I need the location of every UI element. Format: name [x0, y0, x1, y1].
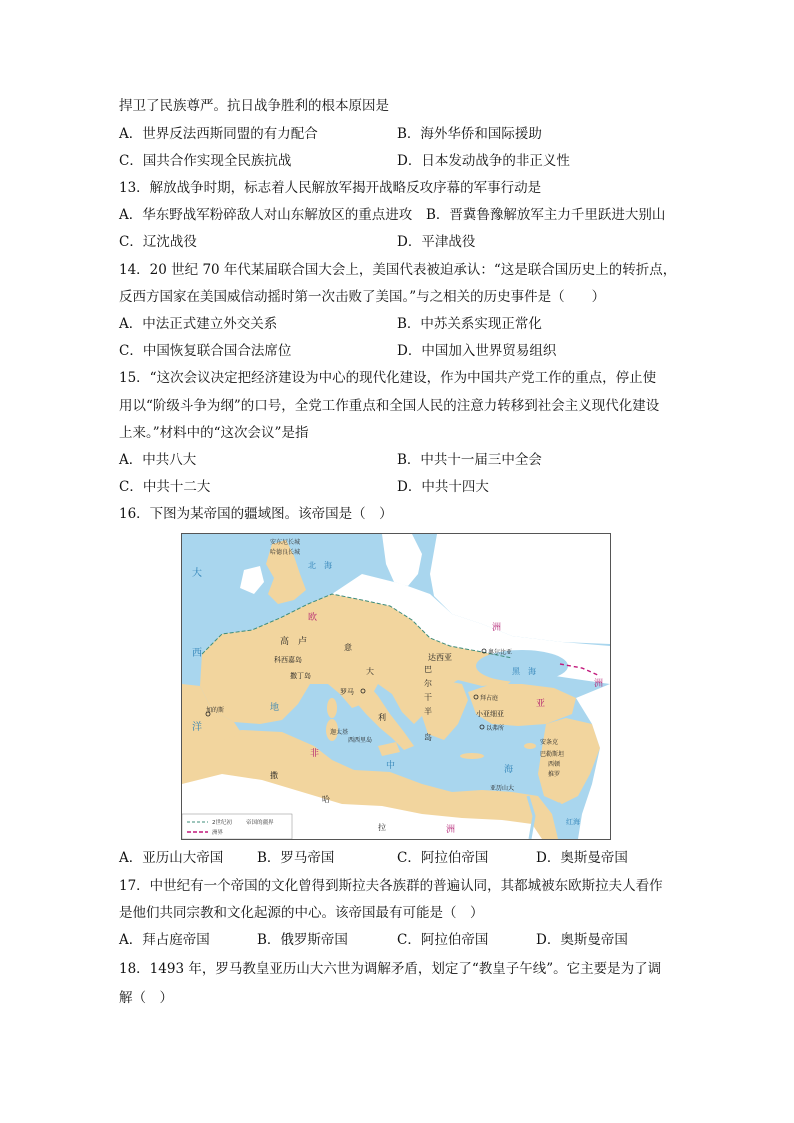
label-sahara-1: 撒	[270, 771, 278, 780]
label-balkan-2: 尔	[424, 679, 432, 688]
label-red-sea: 红海	[566, 818, 580, 826]
label-atlantic-2: 西	[192, 648, 202, 659]
label-sicily: 西西里岛	[348, 737, 373, 744]
label-antioch: 安条克	[540, 739, 559, 746]
q12-option-b: B．海外华侨和国际援助	[397, 126, 542, 142]
legend-border: 帝国的疆界	[246, 820, 274, 826]
label-palmyra: 巴勒斯坦	[540, 751, 565, 758]
q13-option-b: B．晋冀鲁豫解放军主力千里跃进大别山	[426, 207, 666, 223]
q14-option-b: B．中苏关系实现正常化	[397, 316, 542, 332]
label-sardinia: 撒丁岛	[290, 672, 311, 680]
label-mediterranean-3: 海	[504, 765, 514, 775]
q13-option-d: D．平津战役	[397, 234, 476, 250]
q17-option-a: A．拜占庭帝国	[119, 932, 210, 948]
label-europe: 欧	[308, 613, 318, 623]
label-africa-zhou: 洲	[446, 825, 456, 835]
label-mediterranean-1: 地	[270, 703, 280, 713]
q16-option-b: B．罗马帝国	[257, 850, 335, 866]
label-sahara-2: 哈	[322, 795, 330, 804]
label-asia: 亚	[536, 699, 546, 709]
q15-stem-3: 上来。”材料中的“这次会议”是指	[119, 425, 309, 441]
label-balkan-1: 巴	[424, 665, 432, 674]
q13-option-a: A．华东野战军粉碎敌人对山东解放区的重点进攻	[119, 207, 413, 223]
q14-stem-2: 反西方国家在美国威信动摇时第一次击败了美国。”与之相关的历史事件是（ ）	[119, 289, 606, 305]
label-corsica: 科西嘉岛	[274, 656, 302, 664]
label-asia-minor: 小亚细亚	[476, 710, 504, 718]
label-gades: 加的斯	[206, 707, 225, 714]
crete-island	[460, 753, 484, 759]
label-italy-3: 利	[378, 713, 386, 722]
q13-option-c: C．辽沈战役	[119, 234, 197, 250]
corsica-island	[327, 698, 337, 718]
label-balkan-4: 半	[424, 707, 432, 716]
q15-option-d: D．中共十四大	[397, 479, 489, 495]
legend-boundary: 洲界	[212, 830, 224, 836]
label-balkan-3: 干	[424, 693, 432, 702]
label-tyre: 推罗	[548, 771, 561, 778]
label-alexandria: 亚历山大	[490, 785, 515, 792]
label-carthage: 迦太基	[330, 729, 349, 736]
q14-option-a: A．中法正式建立外交关系	[119, 316, 278, 332]
label-atlantic-3: 洋	[192, 722, 202, 733]
q12-option-d: D．日本发动战争的非正义性	[397, 153, 570, 169]
q15-stem-2: 用以“阶级斗争为纲”的口号，全党工作重点和全国人民的注意力转移到社会主义现代化建设	[119, 398, 660, 414]
q17-stem-1: 17．中世纪有一个帝国的文化曾得到斯拉夫各族群的普遍认同，其都城被东欧斯拉夫人看作	[119, 878, 663, 894]
q18-stem-1: 18．1493 年，罗马教皇亚历山大六世为调解矛盾，划定了“教皇子午线”。它主要是为了调	[119, 961, 662, 977]
label-mediterranean-2: 中	[386, 761, 396, 771]
label-black-sea: 黑 海	[512, 667, 536, 676]
q16-option-d: D．奥斯曼帝国	[536, 850, 628, 866]
roman-empire-map	[181, 533, 611, 840]
label-antonine-wall: 安东尼长城	[270, 539, 301, 546]
cyprus-island	[524, 743, 536, 749]
q15-option-b: B．中共十一届三中全会	[397, 452, 542, 468]
label-africa: 非	[310, 749, 320, 759]
q12-option-c: C．国共合作实现全民族抗战	[119, 153, 292, 169]
legend-century: 2世纪初	[212, 820, 232, 826]
label-north-sea: 北 海	[308, 561, 332, 570]
q17-option-d: D．奥斯曼帝国	[536, 932, 628, 948]
label-rome: 罗马	[340, 688, 354, 696]
label-sahara-3: 拉	[378, 823, 386, 832]
label-italy-1: 意	[344, 643, 352, 652]
label-ephesus: 以弗所	[486, 725, 505, 732]
label-hadrian-wall: 哈德良长城	[270, 549, 301, 556]
q18-stem-2: 解（ ）	[119, 990, 173, 1006]
q12-option-a: A．世界反法西斯同盟的有力配合	[119, 126, 318, 142]
label-asia-zhou: 洲	[594, 679, 604, 689]
q17-option-c: C．阿拉伯帝国	[397, 932, 489, 948]
label-byzantium: 拜占庭	[480, 695, 499, 702]
q17-option-b: B．俄罗斯帝国	[257, 932, 348, 948]
label-olbia: 奥尔比亚	[488, 649, 513, 656]
q16-option-a: A．亚历山大帝国	[119, 850, 224, 866]
q16-stem: 16．下图为某帝国的疆域图。该帝国是（ ）	[119, 506, 393, 522]
label-gaul: 高 卢	[280, 637, 308, 647]
map-legend	[182, 814, 292, 839]
q12-stem-end: 捍卫了民族尊严。抗日战争胜利的根本原因是	[119, 98, 389, 114]
q16-option-c: C．阿拉伯帝国	[397, 850, 489, 866]
q14-option-d: D．中国加入世界贸易组织	[397, 343, 557, 359]
q15-stem-1: 15．“这次会议决定把经济建设为中心的现代化建设，作为中国共产党工作的重点，停止使	[119, 370, 657, 386]
label-atlantic-1: 大	[192, 568, 202, 579]
label-sidon: 西顿	[548, 761, 561, 768]
q14-stem-1: 14．20 世纪 70 年代某届联合国大会上，美国代表被迫承认：“这是联合国历史上的转折点，	[119, 262, 677, 278]
label-balkan-5: 岛	[424, 733, 432, 742]
q15-option-a: A．中共八大	[119, 452, 197, 468]
q17-stem-2: 是他们共同宗教和文化起源的中心。该帝国最有可能是（ ）	[119, 905, 484, 921]
q14-option-c: C．中国恢复联合国合法席位	[119, 343, 292, 359]
q15-option-c: C．中共十二大	[119, 479, 211, 495]
label-dacia: 达西亚	[428, 653, 452, 662]
q13-stem: 13．解放战争时期，标志着人民解放军揭开战略反攻序幕的军事行动是	[119, 180, 542, 196]
label-italy-2: 大	[366, 667, 374, 676]
label-europe-zhou: 洲	[492, 623, 502, 633]
